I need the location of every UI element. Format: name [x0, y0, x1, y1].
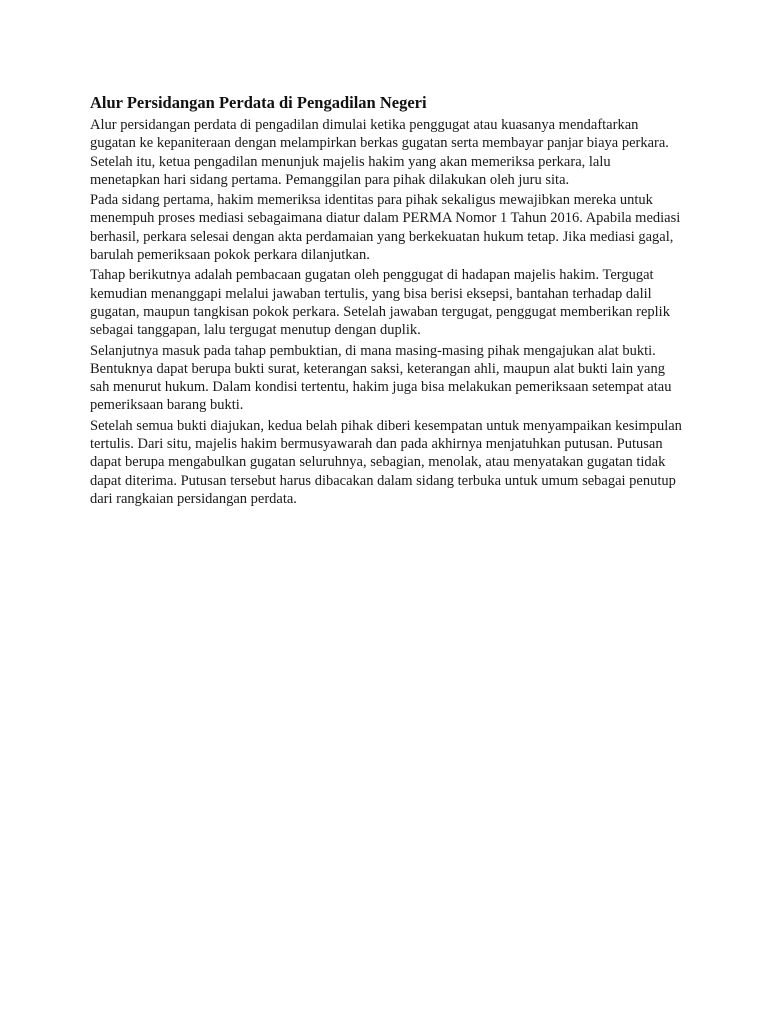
- paragraph-mediation: Pada sidang pertama, hakim memeriksa identitas para pihak sekaligus mewajibkan mereka untuk menempuh proses mediasi sebagaimana diatur dalam PERMA Nomor 1 Tahun 2016. Apabila mediasi berhasil, perkara selesai dengan akta perdamaian yang berkekuatan hukum tetap. Jika mediasi gagal, barulah pemeriksaan pokok perkara dilanjutkan.: [90, 192, 681, 264]
- paragraph-verdict: Setelah semua bukti diajukan, kedua belah pihak diberi kesempatan untuk menyampaikan kesimpulan tertulis. Dari situ, majelis hakim bermusyawarah dan pada akhirnya menjatuhkan putusan. Putusan dapat berupa mengabulkan gugatan seluruhnya, sebagian, menolak, atau menyatakan gugatan tidak dapat diterima. Putusan tersebut harus dibacakan dalam sidang terbuka untuk umum sebagai penutup dari rangkaian persidangan perdata.: [90, 417, 682, 507]
- paragraph-evidence: Selanjutnya masuk pada tahap pembuktian, di mana masing-masing pihak mengajukan alat bukti. Bentuknya dapat berupa bukti surat, keterangan saksi, keterangan ahli, maupun alat bukti lain yang sah menurut hukum. Dalam kondisi tertentu, hakim juga bisa melakukan pemeriksaan setempat atau pemeriksaan barang bukti.: [90, 342, 672, 414]
- document-title: Alur Persidangan Perdata di Pengadilan Negeri: [90, 93, 427, 112]
- document-body: [90, 93, 682, 510]
- paragraph-pleadings: Tahap berikutnya adalah pembacaan gugatan oleh penggugat di hadapan majelis hakim. Tergugat kemudian menanggapi melalui jawaban tertulis, yang bisa berisi eksepsi, bantahan terhadap dalil gugatan, maupun tangkisan pokok perkara. Setelah jawaban tergugat, penggugat memberikan replik sebagai tanggapan, lalu tergugat menutup dengan duplik.: [90, 267, 670, 339]
- paragraph-registration: Alur persidangan perdata di pengadilan dimulai ketika penggugat atau kuasanya mendaftarkan gugatan ke kepaniteraan dengan melampirkan berkas gugatan serta membayar panjar biaya perkara. Setelah itu, ketua pengadilan menunjuk majelis hakim yang akan memeriksa perkara, lalu menetapkan hari sidang pertama. Pemanggilan para pihak dilakukan oleh juru sita.: [90, 117, 669, 188]
